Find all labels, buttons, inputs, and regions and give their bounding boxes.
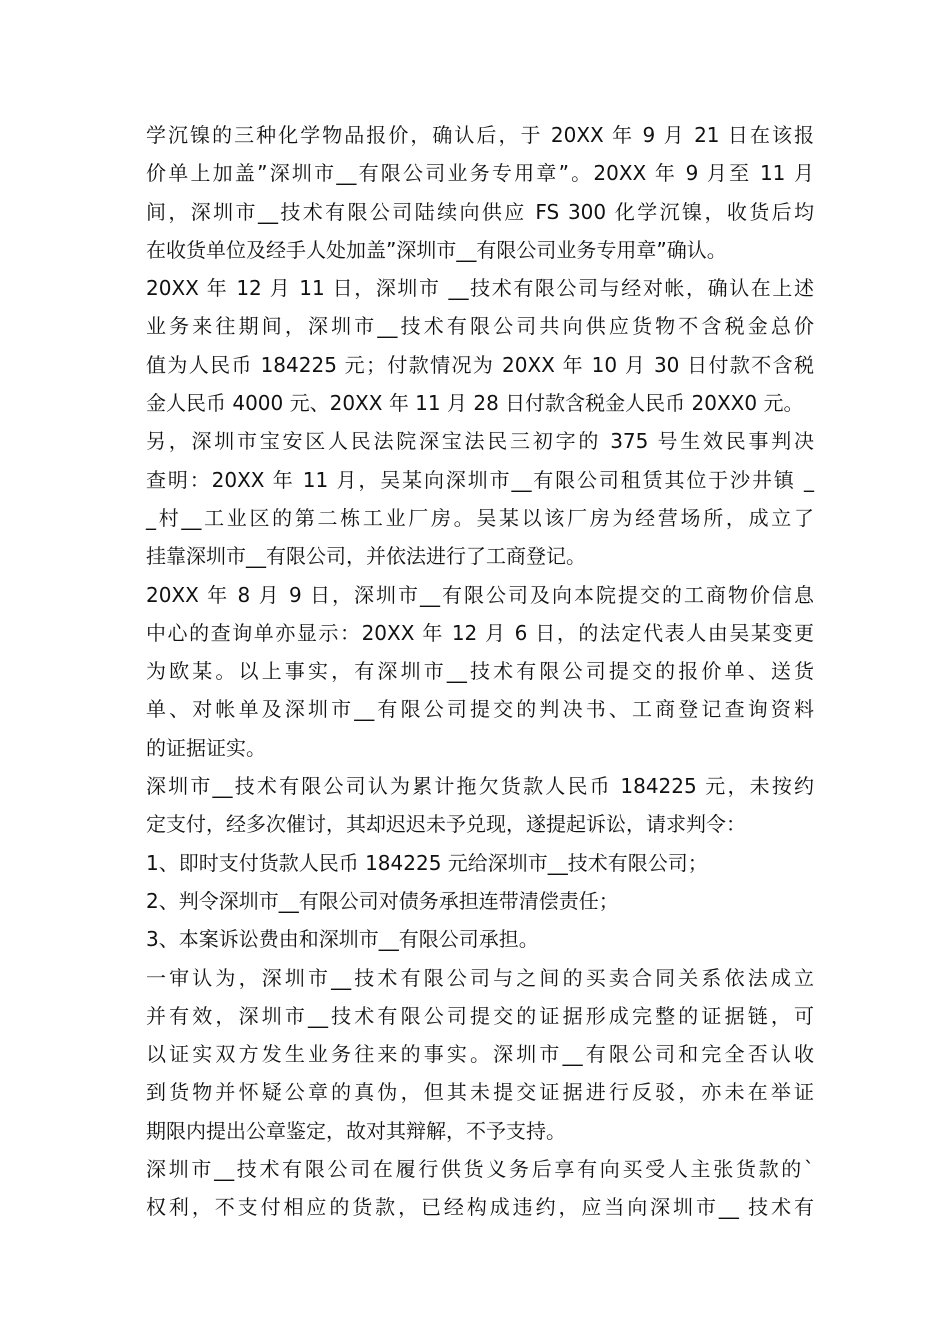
- text-line: 3、本案诉讼费由和深圳市__有限公司承担。: [146, 927, 539, 952]
- text-line: 中心的查询单亦显示：20XX 年 12 月 6 日，的法定代表人由吴某变更: [146, 620, 814, 645]
- text-line: 在收货单位及经手人处加盖”深圳市__有限公司业务专用章”确认。: [146, 237, 727, 262]
- text-line: 值为人民币 184225 元；付款情况为 20XX 年 10 月 30 日付款不含税: [146, 352, 814, 377]
- text-line: 查明：20XX 年 11 月，吴某向深圳市__有限公司租赁其位于沙井镇 _: [146, 467, 814, 492]
- text-line: 并有效，深圳市__技术有限公司提交的证据形成完整的证据链，可: [146, 1003, 814, 1028]
- text-line: 业务来往期间，深圳市__技术有限公司共向供应货物不含税金总价: [146, 314, 814, 339]
- text-line: 权利，不支付相应的货款，已经构成违约，应当向深圳市__ 技术有: [146, 1195, 814, 1220]
- text-line: 到货物并怀疑公章的真伪，但其未提交证据进行反驳，亦未在举证: [146, 1080, 814, 1105]
- text-line: 一审认为，深圳市__技术有限公司与之间的买卖合同关系依法成立: [146, 965, 814, 990]
- text-line: 间，深圳市__技术有限公司陆续向供应 FS 300 化学沉镍，收货后均: [146, 199, 814, 224]
- text-line: 2、判令深圳市__有限公司对债务承担连带清偿责任；: [146, 888, 619, 913]
- text-line: 的证据证实。: [146, 735, 266, 760]
- document-body: [146, 116, 814, 1227]
- text-line: 价单上加盖”深圳市__有限公司业务专用章”。20XX 年 9 月至 11 月: [146, 161, 814, 186]
- text-line: 另，深圳市宝安区人民法院深宝法民三初字的 375 号生效民事判决: [146, 429, 814, 454]
- text-line: 挂靠深圳市__有限公司，并依法进行了工商登记。: [146, 544, 586, 569]
- text-line: 20XX 年 8 月 9 日，深圳市__有限公司及向本院提交的工商物价信息: [146, 582, 814, 607]
- text-line: 定支付，经多次催讨，其却迟迟未予兑现，遂提起诉讼，请求判令：: [146, 812, 746, 837]
- text-line: 20XX 年 12 月 11 日，深圳市 __技术有限公司与经对帐，确认在上述: [146, 276, 814, 301]
- text-line: 学沉镍的三种化学物品报价，确认后，于 20XX 年 9 月 21 日在该报: [146, 123, 814, 147]
- text-line: 金人民币 4000 元、20XX 年 11 月 28 日付款含税金人民币 20XX0 元。: [146, 391, 804, 416]
- text-line: 深圳市__技术有限公司认为累计拖欠货款人民币 184225 元，未按约: [146, 774, 814, 799]
- text-line: 1、即时支付货款人民币 184225 元给深圳市__技术有限公司；: [146, 850, 708, 875]
- text-line: 期限内提出公章鉴定，故对其辩解，不予支持。: [146, 1118, 566, 1143]
- text-line: 单、对帐单及深圳市__有限公司提交的判决书、工商登记查询资料: [146, 697, 814, 722]
- text-line: _村__工业区的第二栋工业厂房。吴某以该厂房为经营场所，成立了: [146, 505, 814, 530]
- text-line: 以证实双方发生业务往来的事实。深圳市__有限公司和完全否认收: [146, 1042, 814, 1067]
- text-line: 为欧某。以上事实，有深圳市__技术有限公司提交的报价单、送货: [146, 659, 814, 684]
- text-line: 深圳市__技术有限公司在履行供货义务后享有向买受人主张货款的`: [146, 1157, 814, 1182]
